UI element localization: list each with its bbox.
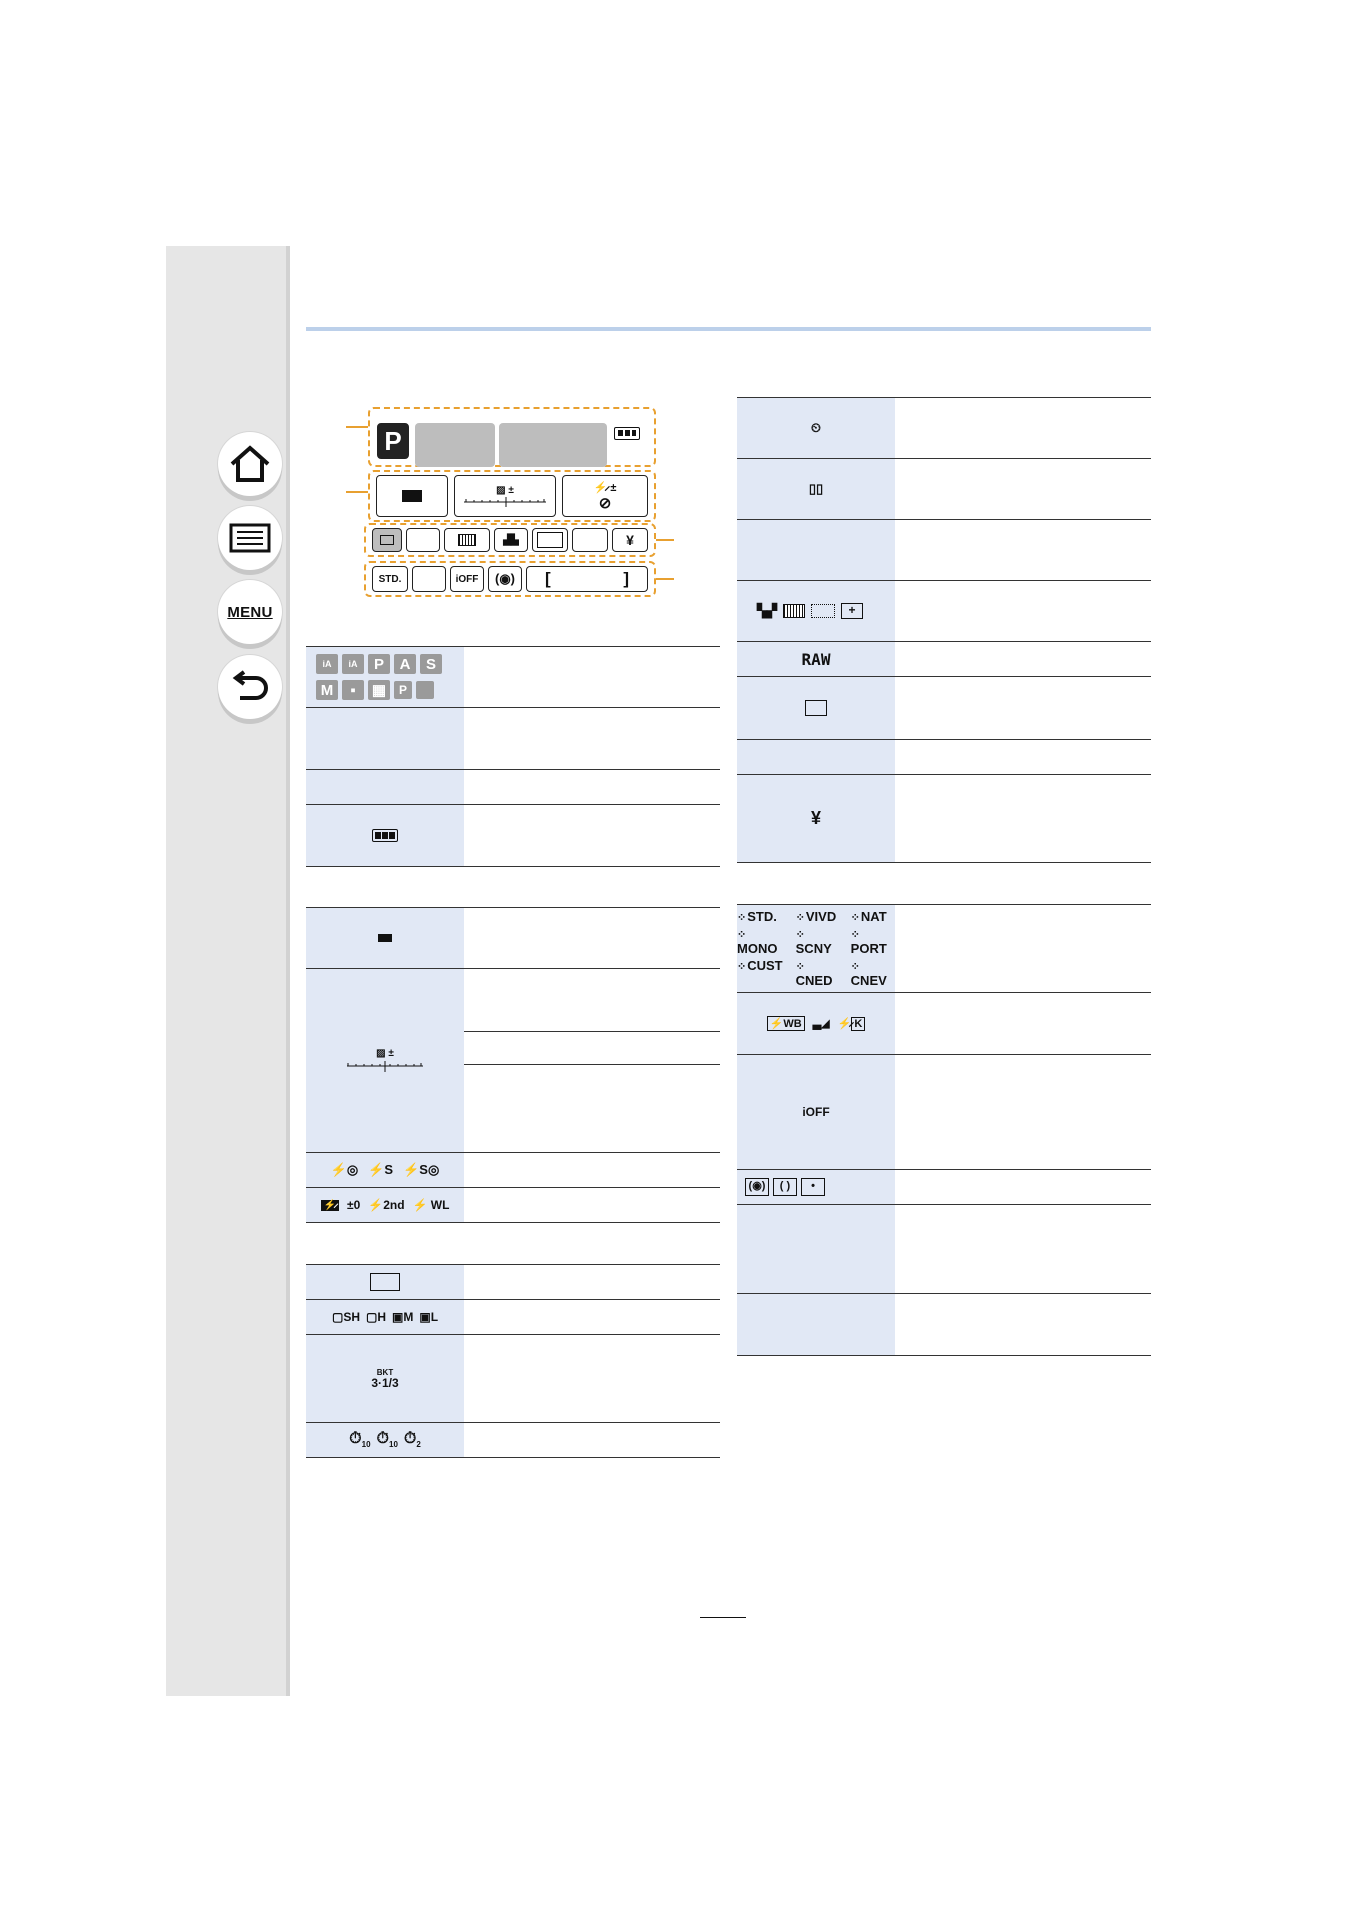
diagram-quality-cell bbox=[376, 475, 448, 517]
left-row-3 bbox=[306, 770, 720, 805]
left-ev-inner-rule-2 bbox=[464, 1064, 720, 1065]
left-row-single bbox=[306, 1265, 720, 1300]
diagram-quality2-cell bbox=[532, 528, 568, 552]
leader-3 bbox=[656, 539, 674, 541]
burst-icons bbox=[306, 1300, 464, 1334]
diagram-shutter-cell bbox=[415, 423, 495, 467]
flash-wb-icon: ⚡WB bbox=[767, 1016, 805, 1031]
diagram-ev-cell bbox=[454, 475, 556, 517]
face-detect-icon: ▚▞ bbox=[757, 603, 777, 618]
size-block-icon bbox=[402, 490, 422, 502]
monitor-diagram bbox=[346, 405, 658, 600]
diagram-shots-cell: [ ] bbox=[526, 566, 648, 592]
diagram-mode-cell bbox=[377, 423, 409, 459]
home-icon bbox=[229, 445, 271, 483]
right-row-raw bbox=[737, 642, 1151, 677]
left-row-size bbox=[306, 908, 720, 969]
ia-plus-mode-icon: iA bbox=[342, 654, 364, 674]
diagram-drive-cell bbox=[372, 528, 402, 552]
custom-multi-icon bbox=[811, 604, 835, 618]
burst-h-icon: ▢H bbox=[365, 1310, 386, 1324]
single-drive-icon bbox=[380, 535, 394, 545]
book-icon: ▯▯ bbox=[808, 481, 824, 496]
bracket-cell bbox=[306, 1335, 464, 1422]
wb-k-icon: ⚡̷ K bbox=[838, 1017, 866, 1030]
aspect-frame-icon bbox=[805, 700, 827, 716]
right-row-1 bbox=[737, 398, 1151, 459]
right-row-3 bbox=[737, 520, 1151, 581]
single-shot-icon bbox=[370, 1273, 400, 1291]
style-cinelike-v-icon: ⁘ CNEV bbox=[851, 958, 895, 988]
style-custom-icon: ⁘ CUST bbox=[737, 958, 786, 988]
style-natural-icon: ⁘ NAT bbox=[851, 909, 895, 924]
right-row-af bbox=[737, 581, 1151, 642]
left-row-burst bbox=[306, 1300, 720, 1335]
size-icon: ▟▙ bbox=[503, 534, 519, 546]
metering-icons bbox=[737, 1170, 895, 1204]
style-scenery-icon: ⁘ SCNY bbox=[796, 926, 841, 956]
style-portrait-icon: ⁘ PORT bbox=[851, 926, 895, 956]
idynamic-cell bbox=[737, 1055, 895, 1169]
right-row-wrench bbox=[737, 775, 1151, 863]
battery-cell bbox=[306, 805, 464, 866]
right-row-2 bbox=[737, 459, 1151, 520]
frame-cell bbox=[737, 677, 895, 739]
battery-icon bbox=[614, 427, 640, 440]
left-row-battery bbox=[306, 805, 720, 867]
flash-wireless-icon: ⚡ WL bbox=[412, 1198, 450, 1212]
list-icon bbox=[229, 523, 271, 553]
af-mode-icons bbox=[737, 581, 895, 641]
exposure-scale-icon bbox=[345, 1059, 425, 1073]
home-button[interactable] bbox=[218, 432, 282, 496]
left-row-mode bbox=[306, 647, 720, 708]
spot-metering-icon: • bbox=[801, 1178, 825, 1196]
battery-indicator-icon bbox=[372, 829, 398, 842]
s-mode-icon: S bbox=[420, 654, 442, 674]
multi-metering-icon: (◉) bbox=[745, 1178, 769, 1196]
right-row-idynamic bbox=[737, 1055, 1151, 1170]
flash-slow-red-eye-icon: ⚡S◎ bbox=[403, 1162, 440, 1177]
leader-4 bbox=[656, 578, 674, 580]
diagram-af-cell bbox=[406, 528, 440, 552]
left-row-2 bbox=[306, 708, 720, 770]
flash-adjust-icons bbox=[306, 1188, 464, 1222]
style-cinelike-d-icon: ⁘ CNED bbox=[796, 958, 841, 988]
leader-1 bbox=[346, 426, 368, 428]
picture-size-icon bbox=[378, 934, 392, 942]
flash-adjust-icon: ⚡̷ ± bbox=[593, 481, 617, 494]
self-timer-10-icon: $⏱_{10}$ bbox=[349, 1430, 371, 1450]
right-icon-2 bbox=[737, 459, 895, 519]
panorama-p-icon: P bbox=[394, 681, 412, 699]
i-dynamic-icon: iOFF bbox=[802, 1105, 830, 1119]
one-area-icon: + bbox=[841, 603, 863, 619]
frame-icon bbox=[537, 532, 563, 548]
burst-sh-icon: ▢SH bbox=[331, 1310, 360, 1324]
wb-shade-icon: ▃◢ bbox=[812, 1018, 830, 1030]
diagram-aperture-cell bbox=[499, 423, 607, 467]
self-timer-10-3-icon: $⏱_{10}$ bbox=[376, 1430, 398, 1450]
bracket-value: 3·1/3 bbox=[371, 1375, 399, 1390]
flash-adjust-icon: ⚡̷ bbox=[321, 1200, 339, 1211]
creative-video-mode-icon: ▪ bbox=[342, 680, 364, 700]
style-vivid-icon: ⁘ VIVD bbox=[796, 909, 841, 924]
exposure-comp-icon: ▨ ± bbox=[376, 1048, 394, 1059]
menu-label: MENU bbox=[227, 603, 273, 621]
mode-letter: P bbox=[384, 425, 402, 456]
left-row-bracket bbox=[306, 1335, 720, 1423]
leader-2 bbox=[346, 491, 368, 493]
burst-m-icon: ▣M bbox=[392, 1310, 414, 1324]
ev-cell bbox=[306, 969, 464, 1152]
center-metering-icon: ( ) bbox=[773, 1178, 797, 1196]
m-mode-icon: M bbox=[316, 680, 338, 700]
wb-cell bbox=[737, 993, 895, 1054]
right-row-metering bbox=[737, 1170, 1151, 1205]
right-row-14 bbox=[737, 1294, 1151, 1356]
flash-red-eye-icon: ⚡◎ bbox=[330, 1162, 359, 1177]
photo-style-cell bbox=[737, 905, 895, 992]
bracket-label: BKT bbox=[376, 1367, 394, 1377]
flash-adjust-value: ±0 bbox=[346, 1198, 361, 1212]
style-mono-icon: ⁘ MONO bbox=[737, 926, 786, 956]
raw-cell bbox=[737, 642, 895, 676]
recording-mode-icons bbox=[306, 647, 464, 707]
ia-mode-icon: iA bbox=[316, 654, 338, 674]
style-std-icon: ⁘ STD. bbox=[737, 909, 786, 924]
single-cell bbox=[306, 1265, 464, 1299]
diagram-metering-cell bbox=[488, 566, 522, 592]
a-mode-icon: A bbox=[394, 654, 416, 674]
left-row-flash-adjust bbox=[306, 1188, 720, 1223]
wrench-icon: ¥ bbox=[626, 532, 634, 548]
diagram-empty2-cell bbox=[412, 566, 446, 592]
right-icon-1 bbox=[737, 398, 895, 458]
diagram-iaoff-cell bbox=[450, 566, 484, 592]
left-row-flash bbox=[306, 1153, 720, 1188]
scene-mode-icon: ▦ bbox=[368, 680, 390, 700]
grid-icon bbox=[458, 534, 476, 546]
raw-icon: RAW bbox=[801, 649, 831, 669]
creative-control-icon bbox=[416, 681, 434, 699]
i-dynamic-off-icon: iOFF bbox=[455, 573, 479, 585]
photo-style-icon: STD. bbox=[378, 573, 402, 585]
p-mode-icon: P bbox=[368, 654, 390, 674]
metering-icon: (◉) bbox=[494, 571, 515, 586]
size-cell bbox=[306, 908, 464, 968]
flash-slow-sync-icon: ⚡S bbox=[368, 1162, 394, 1177]
self-timer-icons bbox=[306, 1423, 464, 1457]
diagram-style-cell bbox=[372, 566, 408, 592]
flash-off-icon: ⊘ bbox=[598, 494, 612, 512]
diagram-aspect-cell bbox=[444, 528, 490, 552]
menu-button[interactable] bbox=[218, 580, 282, 644]
ev-icon: ▨ ± bbox=[496, 484, 514, 496]
right-row-7 bbox=[737, 740, 1151, 775]
custom-wrench-icon: ¥ bbox=[810, 808, 821, 828]
diagram-empty-cell bbox=[572, 528, 608, 552]
contents-button[interactable] bbox=[218, 506, 282, 570]
diagram-wrench-cell bbox=[612, 528, 648, 552]
burst-l-icon: ▣L bbox=[419, 1310, 439, 1324]
diagram-flash-cell bbox=[562, 475, 648, 517]
back-button[interactable] bbox=[218, 655, 282, 719]
diagram-size-cell bbox=[494, 528, 528, 552]
left-ev-inner-rule-1 bbox=[464, 1031, 720, 1032]
right-row-frame bbox=[737, 677, 1151, 740]
timer-clock-icon: ⏲ bbox=[810, 420, 822, 435]
left-row-ev bbox=[306, 969, 720, 1153]
self-timer-2-icon: $⏱_2$ bbox=[403, 1430, 421, 1450]
wrench-cell bbox=[737, 775, 895, 862]
right-row-13 bbox=[737, 1205, 1151, 1294]
left-row-timer bbox=[306, 1423, 720, 1458]
page-number-underline bbox=[700, 1617, 746, 1618]
header-rule bbox=[306, 327, 1151, 331]
back-arrow-icon bbox=[230, 670, 270, 704]
multi-area-icon bbox=[783, 604, 805, 618]
right-row-styles bbox=[737, 905, 1151, 993]
ev-scale-icon bbox=[462, 496, 548, 508]
right-row-wb bbox=[737, 993, 1151, 1055]
flash-second-curtain-icon: ⚡2nd bbox=[368, 1198, 405, 1212]
flash-mode-icons bbox=[306, 1153, 464, 1187]
photo-style-icons bbox=[737, 909, 895, 988]
